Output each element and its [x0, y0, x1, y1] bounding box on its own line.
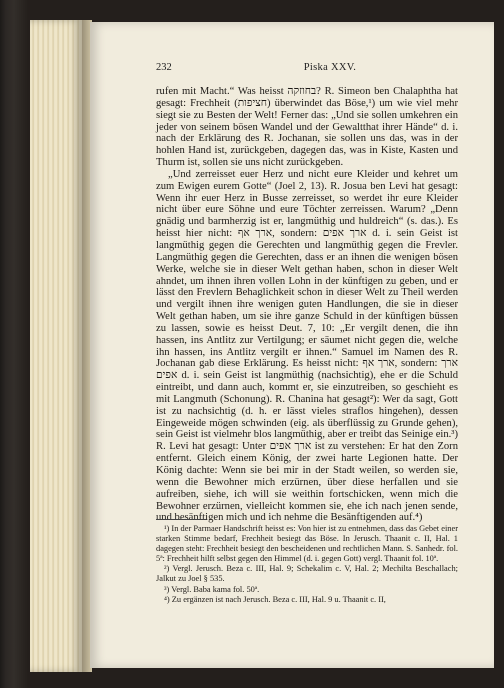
- footnote: ⁴) Zu ergänzen ist nach Jerusch. Beza c. III, Hal. 9 u. Thaanit c. II,: [164, 594, 386, 604]
- page-header: [156, 62, 484, 76]
- page-number: 232: [156, 62, 172, 73]
- paragraph: „Und zerreisset euer Herz und nicht eure Kleider und kehret um zum Ewigen eurem Gotte“ (Joel 2, 13). R. Josua ben Levi hat gesagt: Wenn ihr euer Herz in Busse zerreisset, so werdet ihr eure Kleider nicht über eure Söhne und eure Töchter zerreissen. Warum? „Denn gnädig und barmherzig ist er, langmüthig und huldreich“ (s. das.). Es heisst hier nicht: ארך אף, sondern: ארך אפים d. i. sein Geist ist langmüthig gegen die Gerechten und langmüthig gegen die Frevler. Langmüthig gegen die Gerechten, dass er an ihnen die wenigen bösen Werke, welche sie in dieser Welt gethan haben, schon in dieser Welt ahndet, um ihnen ihren vollen Lohn in der künftigen zu geben, und er lässt den Frevlern Behaglichkeit schon in dieser Welt zu Theil werden und vergilt ihnen ihre wenigen guten Handlungen, die sie in dieser Welt gethan haben, um sie ihre ganze Schuld in der künftigen büssen zu lassen, sowie es heisst Deut. 7, 10: „Er vergilt denen, die ihn hassen, ins Antlitz zur Vertilgung; er säumet nicht gegen die, welche ihn hassen, ins Antlitz vergilt er ihnen.“ Samuel im Namen des R. Jochanan gab diese Erklärung. Es heisst nicht: ארך אף, sondern: ארך אפים d. i. sein Geist ist langmüthig (nachsichtig), ehe er die Schuld eintreibt, und dann auch, kommt er, sie einzutreiben, so geschieht es mit Langmuth (Schonung). R. Chanina hat gesagt²): Wer da sagt, Gott ist zu nachsichtig (d. h. er lässt vieles straflos hingehen), dessen Eingeweide mögen schwinden (eig. als überflüssig zu Grunde gehen), sein Geist ist vielmehr blos langmüthig, aber er treibt das Seinige ein.³) R. Levi hat gesagt: Unter ארך אפים ist zu verstehen: Er hat den Zorn entfernt. Gleich einem König, der zwei harte Legionen hatte. Der König dachte: Wenn sie bei mir in der Stadt weilen, so werden sie, wenn die Bewohner mich erzürnen, über diese herfallen und sie aufreiben, siehe, ich will sie weithin fortschicken, wenn mich die Bewohner erzürnen, vielleicht kommen sie, ehe ich nach jenen sende, und besänftigen mich und ich nehme die Besänftigenden auf.⁴): [156, 168, 459, 524]
- main-text: [156, 86, 458, 524]
- footnote: ³) Vergl. Baba kama fol. 50ª.: [164, 584, 260, 594]
- footnote: ¹) In der Parmaer Handschrift heisst es: Von hier ist zu entnehmen, dass das Gebet einer starken Stimme bedarf, Frechheit besiegt das Böse. In Jerusch. Thaanit c. II, Hal. 1 dagegen steht: Frechheit besiegt den bescheidenen und rechtlichen Mann. S. Sanhedr. fol. 5ª: Frechheit hilft selbst gegen den Himmel (d. i. gegen Gott) vergl. Thaanit fol. 10ª.: [156, 524, 458, 564]
- running-head: Piska XXV.: [303, 62, 357, 73]
- footnotes: [156, 524, 458, 605]
- book-page: [90, 22, 494, 668]
- footnote-rule: [156, 519, 206, 520]
- paragraph: rufen mit Macht.“ Was heisst בחוזקה? R. Simeon ben Chalaphtha hat gesagt: Frechheit (חציפות) überwindet das Böse,¹) um wie viel mehr siegt sie zu Besten der Welt! Ferner das: „Und sie sollen umkehren ein jeder von seinem bösen Wandel und der Gewaltthat ihrer Hände“ d. i. nach der Erklärung des R. Jochanan, sie sollen uns das, was in der hohlen Hand ist, zurückgeben, dagegen das, was in Kiste, Kasten und Thurm ist, sollen sie uns nicht zurückgeben.: [156, 86, 458, 169]
- book-page-edges: [30, 20, 82, 672]
- footnote: ²) Vergl. Jerusch. Beza c. III, Hal. 9; Schekalim c. V, Hal. 2; Mechilta Beschallach; Jalkut zu Joel § 535.: [156, 564, 458, 584]
